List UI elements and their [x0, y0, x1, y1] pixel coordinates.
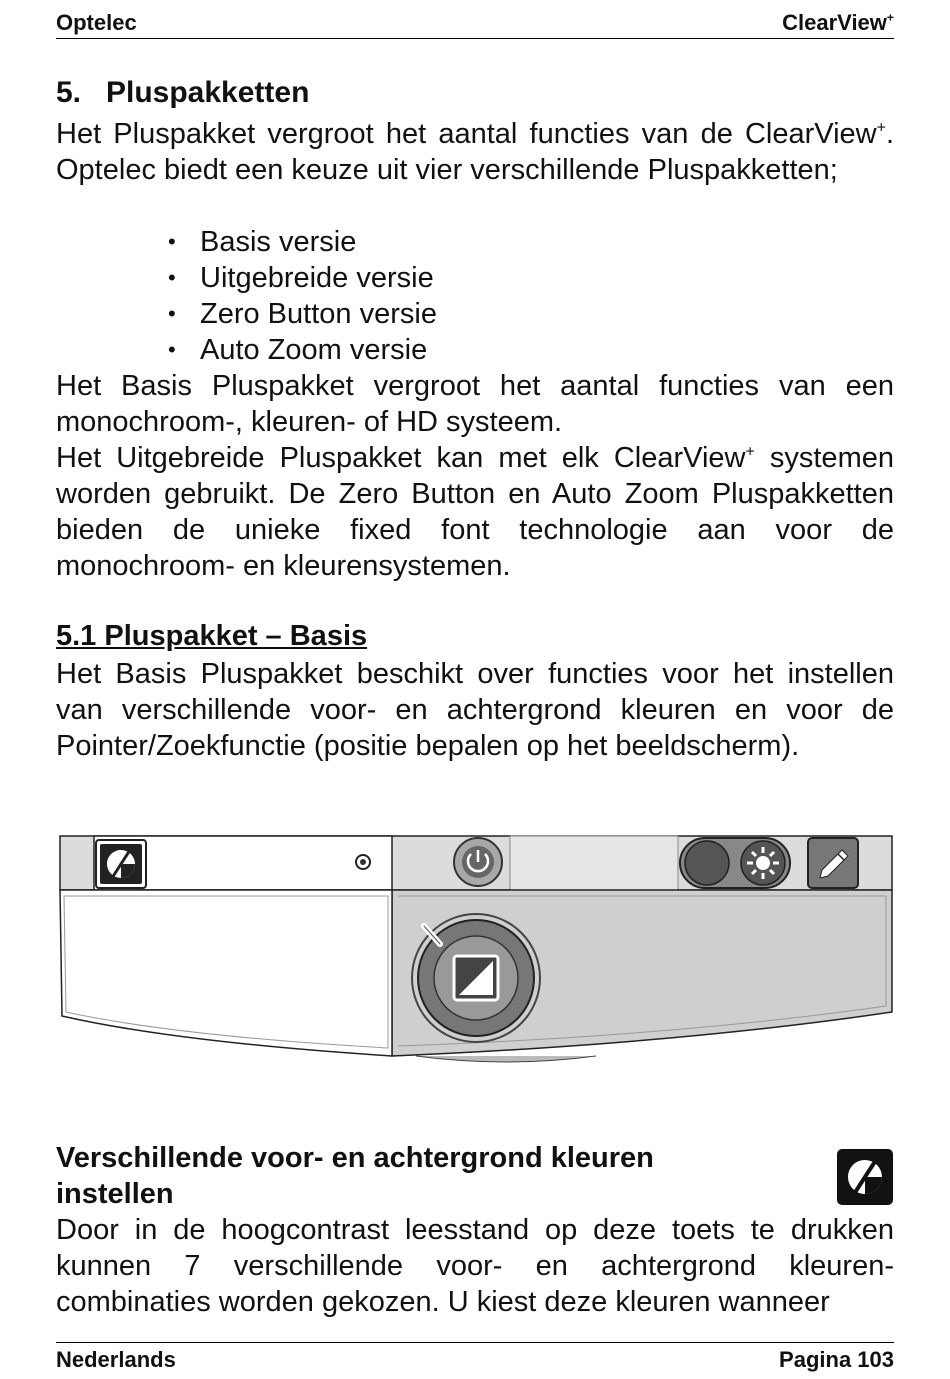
list-item: • Zero Button versie	[200, 296, 437, 332]
section-heading	[56, 76, 309, 110]
subsection-paragraph: Het Basis Pluspakket beschikt over functies voor het instellen van verschillende voor- en achtergrond kleuren en voor de Pointer/Zoekfunctie (positie bepalen op het beeldscherm).	[56, 658, 894, 762]
footer-language: Nederlands	[56, 1347, 176, 1372]
section-number: 5.	[56, 76, 82, 109]
list-item: • Auto Zoom versie	[200, 332, 437, 368]
feature-heading: Verschillende voor- en achtergrond kleuren instellen	[56, 1142, 654, 1210]
pencil-icon	[808, 838, 858, 888]
section-title: Pluspakketten	[106, 76, 310, 109]
moon-icon	[685, 841, 729, 885]
intro-paragraph: Het Pluspakket vergroot het aantal functies van de ClearView+. Optelec biedt een keuze uit vier verschillende Pluspakketten;	[56, 118, 894, 186]
package-list	[200, 224, 437, 368]
contrast-dial	[412, 914, 540, 1042]
header-product: ClearView+	[782, 10, 894, 35]
extended-paragraph: Het Uitgebreide Pluspakket kan met elk ClearView+ systemen worden gebruikt. De Zero Button en Auto Zoom Pluspakketten bieden de unieke fixed font technologie aan voor de monochroom- en kleurensystemen.	[56, 442, 894, 582]
contrast-icon	[836, 1148, 894, 1211]
page-number: Pagina 103	[779, 1347, 894, 1372]
page-footer	[56, 1342, 894, 1375]
control-panel-illustration	[56, 830, 896, 1075]
feature-paragraph: Door in de hoogcontrast leesstand op deze toets te drukken kunnen 7 verschillende voor- en achtergrond kleuren-combinaties worden gekozen. U kiest deze kleuren wanneer	[56, 1214, 894, 1318]
basis-paragraph: Het Basis Pluspakket vergroot het aantal functies van een monochroom-, kleuren- of HD systeem.	[56, 370, 894, 438]
power-icon	[454, 838, 502, 886]
page-header	[56, 10, 894, 39]
subsection-heading: 5.1 Pluspakket – Basis	[56, 620, 368, 652]
list-item: • Basis versie	[200, 224, 437, 260]
contrast-icon	[96, 840, 146, 888]
header-brand: Optelec	[56, 10, 137, 35]
sun-icon	[741, 841, 785, 885]
list-item: • Uitgebreide versie	[200, 260, 437, 296]
